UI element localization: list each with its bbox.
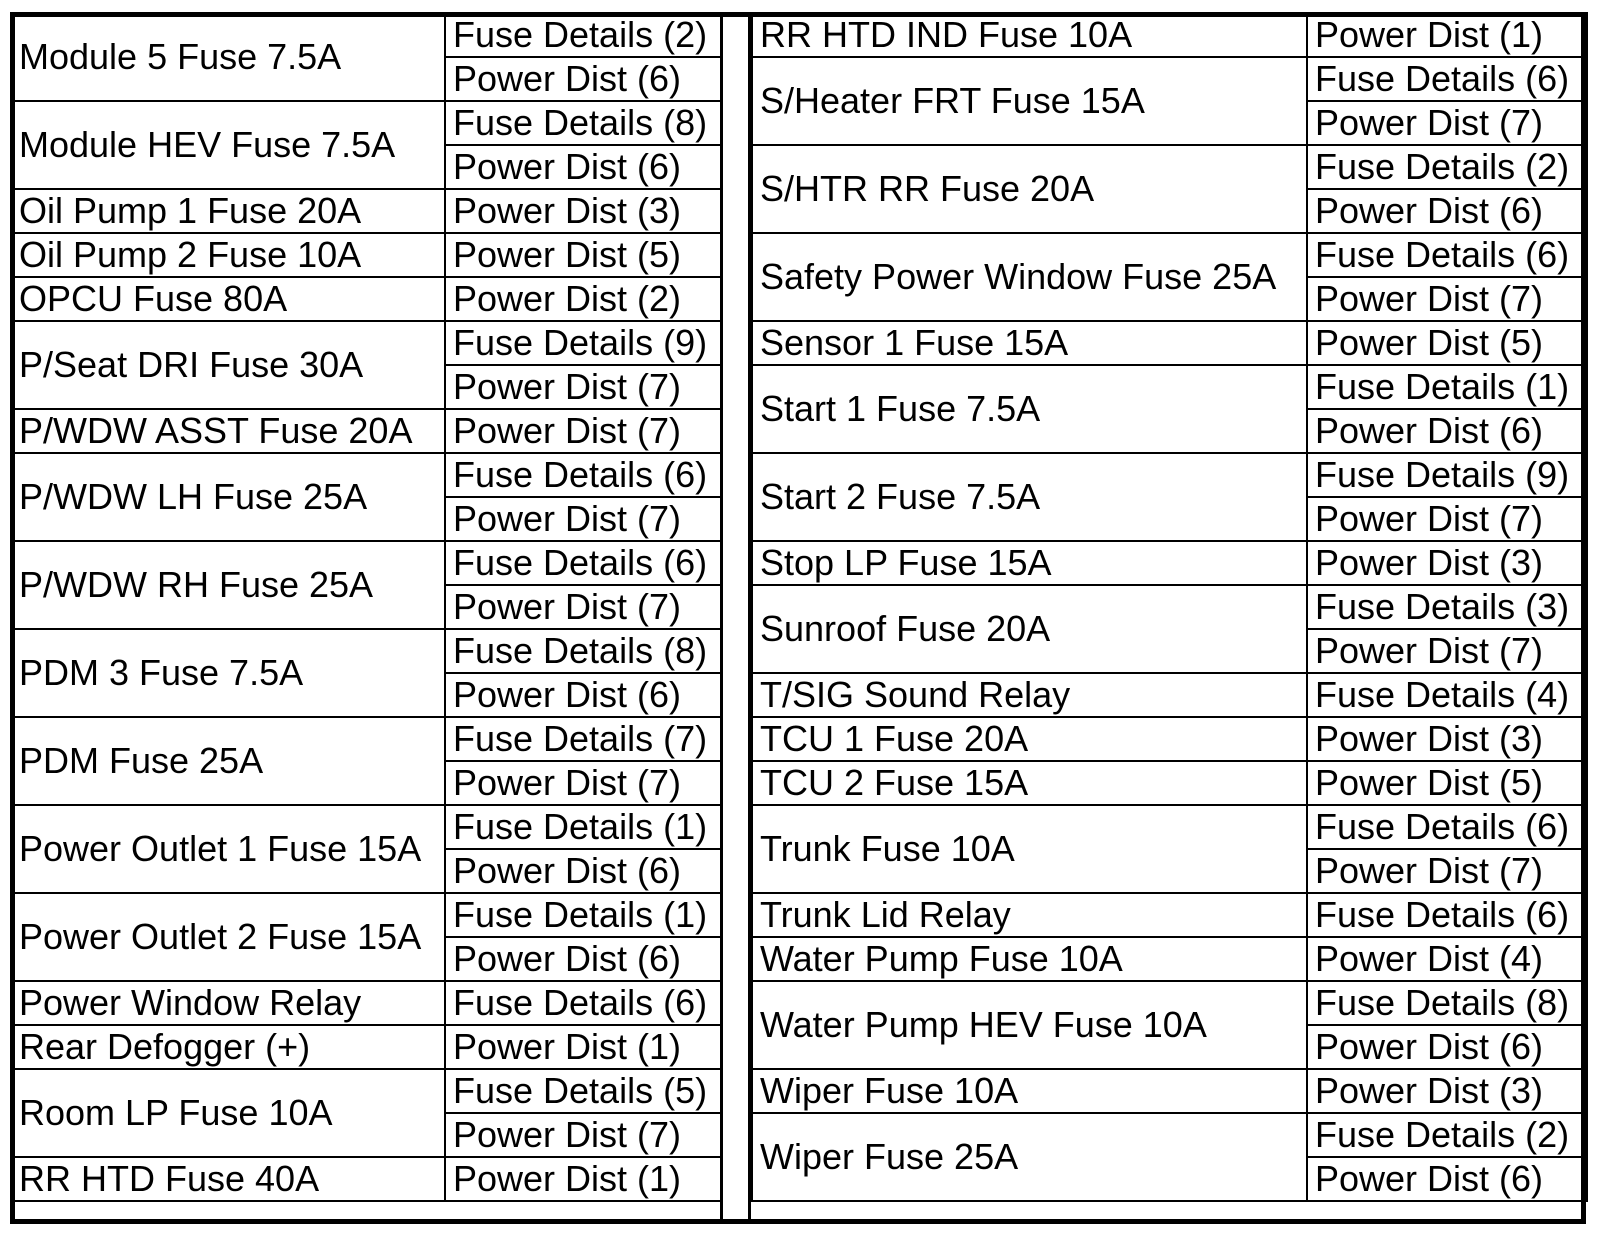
table-row bbox=[752, 1069, 1587, 1113]
table-row bbox=[11, 277, 721, 321]
reference-cell: Fuse Details (9) bbox=[1307, 453, 1587, 497]
component-name-cell: PDM Fuse 25A bbox=[11, 717, 445, 805]
reference-cell: Fuse Details (6) bbox=[1307, 233, 1587, 277]
reference-cell: Power Dist (6) bbox=[445, 57, 721, 101]
table-row bbox=[11, 629, 721, 673]
table-row bbox=[752, 453, 1587, 497]
reference-cell: Power Dist (7) bbox=[445, 585, 721, 629]
component-name-cell: Stop LP Fuse 15A bbox=[752, 541, 1307, 585]
component-name-cell: Safety Power Window Fuse 25A bbox=[752, 233, 1307, 321]
reference-cell: Fuse Details (2) bbox=[1307, 1113, 1587, 1157]
reference-cell: Power Dist (1) bbox=[445, 1157, 721, 1201]
table-row bbox=[752, 805, 1587, 849]
reference-cell: Fuse Details (1) bbox=[445, 893, 721, 937]
component-name-cell: Start 2 Fuse 7.5A bbox=[752, 453, 1307, 541]
component-name-cell: PDM 3 Fuse 7.5A bbox=[11, 629, 445, 717]
reference-cell: Fuse Details (6) bbox=[1307, 805, 1587, 849]
component-name-cell: S/Heater FRT Fuse 15A bbox=[752, 57, 1307, 145]
reference-cell: Power Dist (5) bbox=[1307, 761, 1587, 805]
component-name-cell: RR HTD IND Fuse 10A bbox=[752, 13, 1307, 57]
table-row bbox=[752, 541, 1587, 585]
reference-cell: Power Dist (6) bbox=[1307, 189, 1587, 233]
reference-cell: Fuse Details (9) bbox=[445, 321, 721, 365]
component-name-cell: S/HTR RR Fuse 20A bbox=[752, 145, 1307, 233]
table-row bbox=[752, 321, 1587, 365]
reference-cell: Power Dist (6) bbox=[445, 145, 721, 189]
fuse-table-left bbox=[10, 12, 722, 1202]
reference-cell: Power Dist (7) bbox=[445, 761, 721, 805]
component-name-cell: P/Seat DRI Fuse 30A bbox=[11, 321, 445, 409]
reference-cell: Fuse Details (7) bbox=[445, 717, 721, 761]
table-row bbox=[752, 233, 1587, 277]
table-row bbox=[11, 1157, 721, 1201]
reference-cell: Fuse Details (6) bbox=[445, 541, 721, 585]
component-name-cell: Module HEV Fuse 7.5A bbox=[11, 101, 445, 189]
table-row bbox=[752, 717, 1587, 761]
reference-cell: Fuse Details (2) bbox=[445, 13, 721, 57]
component-name-cell: TCU 1 Fuse 20A bbox=[752, 717, 1307, 761]
table-row bbox=[11, 805, 721, 849]
reference-cell: Power Dist (1) bbox=[445, 1025, 721, 1069]
reference-cell: Power Dist (7) bbox=[445, 365, 721, 409]
component-name-cell: Sunroof Fuse 20A bbox=[752, 585, 1307, 673]
reference-cell: Power Dist (7) bbox=[1307, 497, 1587, 541]
reference-cell: Fuse Details (1) bbox=[1307, 365, 1587, 409]
reference-cell: Fuse Details (6) bbox=[445, 453, 721, 497]
component-name-cell: TCU 2 Fuse 15A bbox=[752, 761, 1307, 805]
component-name-cell: Power Outlet 2 Fuse 15A bbox=[11, 893, 445, 981]
reference-cell: Fuse Details (6) bbox=[445, 981, 721, 1025]
table-row bbox=[11, 453, 721, 497]
component-name-cell: Trunk Lid Relay bbox=[752, 893, 1307, 937]
table-row bbox=[752, 57, 1587, 101]
reference-cell: Fuse Details (3) bbox=[1307, 585, 1587, 629]
reference-cell: Fuse Details (8) bbox=[1307, 981, 1587, 1025]
reference-cell: Power Dist (7) bbox=[1307, 277, 1587, 321]
component-name-cell: Room LP Fuse 10A bbox=[11, 1069, 445, 1157]
reference-cell: Power Dist (3) bbox=[1307, 541, 1587, 585]
component-name-cell: Sensor 1 Fuse 15A bbox=[752, 321, 1307, 365]
reference-cell: Power Dist (7) bbox=[1307, 629, 1587, 673]
table-row bbox=[752, 365, 1587, 409]
reference-cell: Power Dist (1) bbox=[1307, 13, 1587, 57]
reference-cell: Power Dist (7) bbox=[445, 497, 721, 541]
component-name-cell: OPCU Fuse 80A bbox=[11, 277, 445, 321]
reference-cell: Power Dist (6) bbox=[1307, 409, 1587, 453]
reference-cell: Fuse Details (1) bbox=[445, 805, 721, 849]
table-row bbox=[752, 937, 1587, 981]
reference-cell: Power Dist (6) bbox=[445, 673, 721, 717]
reference-cell: Fuse Details (8) bbox=[445, 101, 721, 145]
reference-cell: Fuse Details (8) bbox=[445, 629, 721, 673]
reference-cell: Power Dist (5) bbox=[1307, 321, 1587, 365]
reference-cell: Fuse Details (6) bbox=[1307, 893, 1587, 937]
table-row bbox=[752, 673, 1587, 717]
table-row bbox=[752, 145, 1587, 189]
component-name-cell: Water Pump HEV Fuse 10A bbox=[752, 981, 1307, 1069]
reference-cell: Power Dist (4) bbox=[1307, 937, 1587, 981]
component-name-cell: Module 5 Fuse 7.5A bbox=[11, 13, 445, 101]
table-row bbox=[11, 717, 721, 761]
reference-cell: Power Dist (6) bbox=[445, 937, 721, 981]
reference-cell: Fuse Details (6) bbox=[1307, 57, 1587, 101]
table-row bbox=[11, 189, 721, 233]
table-row bbox=[11, 541, 721, 585]
reference-cell: Power Dist (6) bbox=[1307, 1025, 1587, 1069]
table-row bbox=[11, 893, 721, 937]
reference-cell: Power Dist (6) bbox=[1307, 1157, 1587, 1201]
reference-cell: Fuse Details (4) bbox=[1307, 673, 1587, 717]
reference-cell: Power Dist (2) bbox=[445, 277, 721, 321]
table-row bbox=[752, 585, 1587, 629]
component-name-cell: P/WDW RH Fuse 25A bbox=[11, 541, 445, 629]
reference-cell: Power Dist (7) bbox=[445, 409, 721, 453]
table-row bbox=[752, 761, 1587, 805]
reference-cell: Power Dist (7) bbox=[445, 1113, 721, 1157]
reference-cell: Power Dist (7) bbox=[1307, 849, 1587, 893]
table-row bbox=[11, 233, 721, 277]
reference-cell: Fuse Details (2) bbox=[1307, 145, 1587, 189]
component-name-cell: P/WDW ASST Fuse 20A bbox=[11, 409, 445, 453]
table-row bbox=[11, 321, 721, 365]
table-row bbox=[752, 1113, 1587, 1157]
component-name-cell: Trunk Fuse 10A bbox=[752, 805, 1307, 893]
component-name-cell: Oil Pump 1 Fuse 20A bbox=[11, 189, 445, 233]
fuse-table-right bbox=[751, 12, 1588, 1202]
component-name-cell: Power Window Relay bbox=[11, 981, 445, 1025]
column-divider bbox=[720, 12, 751, 1224]
reference-cell: Power Dist (3) bbox=[445, 189, 721, 233]
table-row bbox=[752, 13, 1587, 57]
component-name-cell: P/WDW LH Fuse 25A bbox=[11, 453, 445, 541]
reference-cell: Power Dist (5) bbox=[445, 233, 721, 277]
table-row bbox=[11, 13, 721, 57]
component-name-cell: Wiper Fuse 10A bbox=[752, 1069, 1307, 1113]
table-row bbox=[752, 981, 1587, 1025]
reference-cell: Power Dist (3) bbox=[1307, 717, 1587, 761]
table-row bbox=[11, 409, 721, 453]
component-name-cell: Water Pump Fuse 10A bbox=[752, 937, 1307, 981]
reference-cell: Power Dist (6) bbox=[445, 849, 721, 893]
component-name-cell: T/SIG Sound Relay bbox=[752, 673, 1307, 717]
table-row bbox=[11, 1069, 721, 1113]
component-name-cell: Rear Defogger (+) bbox=[11, 1025, 445, 1069]
table-row bbox=[11, 1025, 721, 1069]
reference-cell: Fuse Details (5) bbox=[445, 1069, 721, 1113]
reference-cell: Power Dist (7) bbox=[1307, 101, 1587, 145]
table-row bbox=[11, 101, 721, 145]
component-name-cell: Power Outlet 1 Fuse 15A bbox=[11, 805, 445, 893]
reference-cell: Power Dist (3) bbox=[1307, 1069, 1587, 1113]
component-name-cell: Oil Pump 2 Fuse 10A bbox=[11, 233, 445, 277]
table-row bbox=[752, 893, 1587, 937]
component-name-cell: Wiper Fuse 25A bbox=[752, 1113, 1307, 1201]
component-name-cell: RR HTD Fuse 40A bbox=[11, 1157, 445, 1201]
table-row bbox=[11, 981, 721, 1025]
component-name-cell: Start 1 Fuse 7.5A bbox=[752, 365, 1307, 453]
